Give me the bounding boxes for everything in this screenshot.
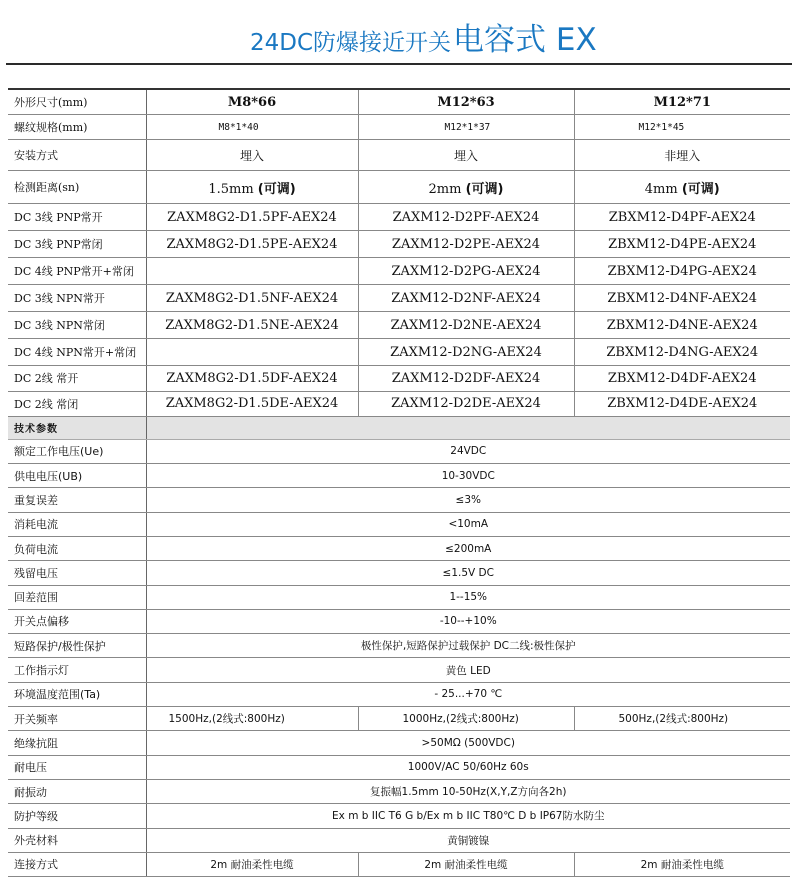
model-col1: ZAXM8G2-D1.5PF-AEX24 [146,204,358,231]
param-label: 开关点偏移 [8,609,146,633]
frequency-row [8,707,790,731]
size-col1: M8*66 [146,89,358,115]
param-row [8,488,790,512]
param-label: 外壳材料 [8,828,146,852]
model-col3: ZBXM12-D4NE-AEX24 [574,312,790,339]
param-value: 黄铜镀镍 [146,828,790,852]
model-col3: ZBXM12-D4NF-AEX24 [574,285,790,312]
model-row [8,339,790,366]
param-row [8,512,790,536]
param-label: 残留电压 [8,561,146,585]
param-value: 10-30VDC [146,464,790,488]
model-col2: ZAXM12-D2PF-AEX24 [358,204,574,231]
param-label: 工作指示灯 [8,658,146,682]
model-col2: ZAXM12-D2NF-AEX24 [358,285,574,312]
model-label: DC 3线 PNP常闭 [8,231,146,258]
model-col3: ZBXM12-D4PF-AEX24 [574,204,790,231]
param-row [8,561,790,585]
install-col1: 埋入 [146,140,358,171]
model-col3: ZBXM12-D4PG-AEX24 [574,258,790,285]
param-row [8,658,790,682]
distance-col2-value: 2mm [428,181,462,197]
model-col2: ZAXM12-D2NG-AEX24 [358,339,574,366]
title-divider [6,63,792,65]
param-row [8,828,790,852]
page-title [250,14,770,60]
param-row [8,804,790,828]
install-col3: 非埋入 [574,140,790,171]
model-label: DC 3线 PNP常开 [8,204,146,231]
model-col1 [146,339,358,366]
thread-col3: M12*1*45 [574,115,790,140]
model-label: DC 4线 NPN常开+常闭 [8,339,146,366]
thread-label: 螺纹规格(mm) [8,115,146,140]
param-label: 防护等级 [8,804,146,828]
param-label: 回差范围 [8,585,146,609]
param-row [8,682,790,706]
model-row [8,285,790,312]
distance-col2-note: (可调) [465,181,504,197]
param-value: 1--15% [146,585,790,609]
param-value: 1000V/AC 50/60Hz 60s [146,755,790,779]
title-prefix: 24DC防爆接近开关 [250,30,452,56]
param-label: 耐振动 [8,779,146,803]
model-row [8,391,790,416]
param-label: 环境温度范围(Ta) [8,682,146,706]
param-value: Ex m b IIC T6 G b/Ex m b IIC T80℃ D b IP67防水防尘 [146,804,790,828]
model-col3: ZBXM12-D4DE-AEX24 [574,391,790,416]
param-value: 24VDC [146,439,790,463]
param-row [8,536,790,560]
model-col2: ZAXM12-D2NE-AEX24 [358,312,574,339]
param-label: 连接方式 [8,852,146,876]
model-col1: ZAXM8G2-D1.5PE-AEX24 [146,231,358,258]
size-col3: M12*71 [574,89,790,115]
install-row [8,140,790,171]
distance-col1-value: 1.5mm [208,181,254,197]
distance-row [8,171,790,204]
size-label: 外形尺寸(mm) [8,89,146,115]
param-value: -10--+10% [146,609,790,633]
param-label: 耐电压 [8,755,146,779]
param-row [8,779,790,803]
connection-col1: 2m 耐油柔性电缆 [146,852,358,876]
model-label: DC 3线 NPN常闭 [8,312,146,339]
param-row [8,439,790,463]
frequency-col3: 500Hz,(2线式:800Hz) [574,707,790,731]
tech-params-header-row [8,416,790,439]
thread-col2: M12*1*37 [358,115,574,140]
model-col1 [146,258,358,285]
size-row [8,89,790,115]
param-row [8,609,790,633]
param-value: >50MΩ (500VDC) [146,731,790,755]
size-col2: M12*63 [358,89,574,115]
model-col1: ZAXM8G2-D1.5DF-AEX24 [146,366,358,391]
model-col1: ZAXM8G2-D1.5NF-AEX24 [146,285,358,312]
param-label: 负荷电流 [8,536,146,560]
title-main: 电容式 EX [453,22,597,58]
distance-label: 检测距离(sn) [8,171,146,204]
param-label: 绝缘抗阻 [8,731,146,755]
param-value: 黄色 LED [146,658,790,682]
model-col2: ZAXM12-D2DF-AEX24 [358,366,574,391]
distance-col1 [146,171,358,204]
model-row [8,366,790,391]
model-col2: ZAXM12-D2PG-AEX24 [358,258,574,285]
param-value: - 25...+70 ℃ [146,682,790,706]
distance-col3-value: 4mm [644,181,678,197]
param-row [8,634,790,658]
distance-col3-note: (可调) [681,181,720,197]
param-value: ≤1.5V DC [146,561,790,585]
param-value: ≤200mA [146,536,790,560]
thread-col1: M8*1*40 [146,115,358,140]
model-row [8,258,790,285]
model-col2: ZAXM12-D2PE-AEX24 [358,231,574,258]
param-label: 消耗电流 [8,512,146,536]
param-row [8,464,790,488]
install-label: 安装方式 [8,140,146,171]
thread-row [8,115,790,140]
param-row [8,755,790,779]
connection-col2: 2m 耐油柔性电缆 [358,852,574,876]
model-label: DC 4线 PNP常开+常闭 [8,258,146,285]
param-label: 重复误差 [8,488,146,512]
model-col3: ZBXM12-D4DF-AEX24 [574,366,790,391]
model-label: DC 3线 NPN常开 [8,285,146,312]
distance-col1-note: (可调) [257,181,296,197]
param-value: <10mA [146,512,790,536]
spec-table [8,88,790,877]
model-col3: ZBXM12-D4NG-AEX24 [574,339,790,366]
param-value: ≤3% [146,488,790,512]
param-label: 开关频率 [8,707,146,731]
param-value: 复振幅1.5mm 10-50Hz(X,Y,Z方向各2h) [146,779,790,803]
distance-col3 [574,171,790,204]
param-label: 供电电压(UB) [8,464,146,488]
model-row [8,312,790,339]
distance-col2 [358,171,574,204]
frequency-col2: 1000Hz,(2线式:800Hz) [358,707,574,731]
param-row [8,585,790,609]
model-col1: ZAXM8G2-D1.5DE-AEX24 [146,391,358,416]
model-col1: ZAXM8G2-D1.5NE-AEX24 [146,312,358,339]
model-label: DC 2线 常开 [8,366,146,391]
model-row [8,204,790,231]
connection-row [8,852,790,876]
param-row [8,731,790,755]
model-col3: ZBXM12-D4PE-AEX24 [574,231,790,258]
frequency-col1: 1500Hz,(2线式:800Hz) [146,707,358,731]
install-col2: 埋入 [358,140,574,171]
model-label: DC 2线 常闭 [8,391,146,416]
connection-col3: 2m 耐油柔性电缆 [574,852,790,876]
tech-params-band [146,416,790,439]
param-label: 短路保护/极性保护 [8,634,146,658]
param-label: 额定工作电压(Ue) [8,439,146,463]
model-col2: ZAXM12-D2DE-AEX24 [358,391,574,416]
tech-params-header: 技术参数 [8,416,146,439]
param-value: 极性保护,短路保护过载保护 DC二线:极性保护 [146,634,790,658]
model-row [8,231,790,258]
